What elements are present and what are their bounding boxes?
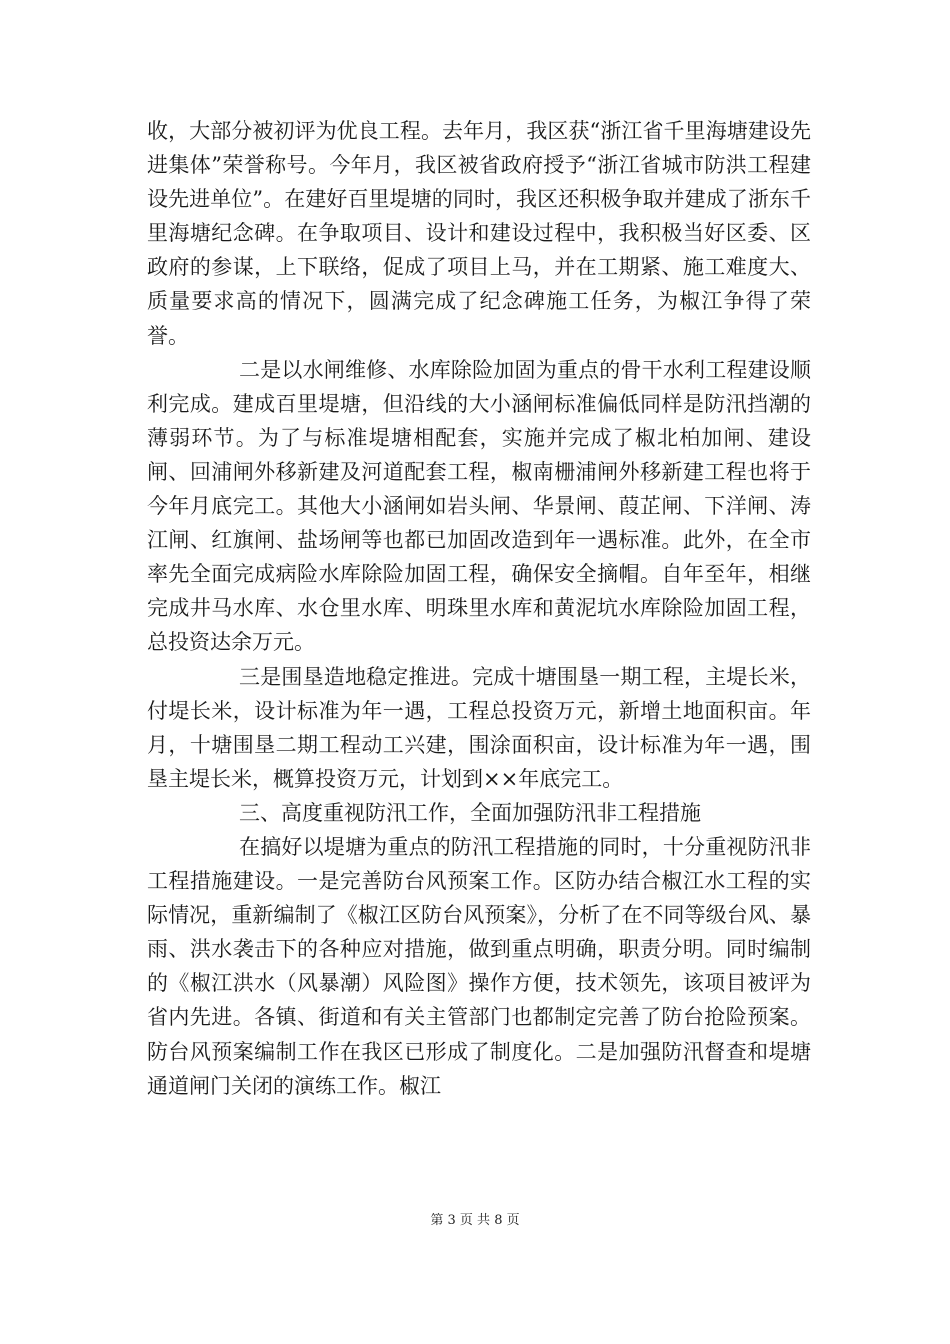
section-heading-flood-control: 三、高度重视防汛工作，全面加强防汛非工程措施 xyxy=(239,800,701,825)
paragraph-sluice-reservoir: 二是以水闸维修、水库除险加固为重点的骨干水利工程建设顺利完成。建成百里堤塘，但沿线的大小涵闸标准偏低同样是防汛挡潮的薄弱环节。为了与标准堤塘相配套，实施并完成了椒北柏加闸、建设闸、回浦闸外移新建及河道配套工程，椒南栅浦闸外移新建工程也将于今年月底完工。其他大小涵闸如岩头闸、华景闸、葭芷闸、下洋闸、涛江闸、红旗闸、盐场闸等也都已加固改造到年一遇标准。此外，在全市率先全面完成病险水库除险加固工程，确保安全摘帽。自年至年，相继完成井马水库、水仓里水库、明珠里水库和黄泥坑水库除险加固工程，总投资达余万元。 xyxy=(147,357,811,655)
document-body xyxy=(147,114,811,1103)
paragraph-reclamation: 三是围垦造地稳定推进。完成十塘围垦一期工程，主堤长米，付堤长米，设计标准为年一遇，工程总投资万元，新增土地面积亩。年月，十塘围垦二期工程动工兴建，围涂面积亩，设计标准为年一遇，围垦主堤长米，概算投资万元，计划到××年底完工。 xyxy=(147,664,811,791)
page-number-footer: 第 3 页 共 8 页 xyxy=(430,1213,520,1228)
paragraph-continuation: 收，大部分被初评为优良工程。去年月，我区获“浙江省千里海塘建设先进集体”荣誉称号。今年月，我区被省政府授予“浙江省城市防洪工程建设先进单位”。在建好百里堤塘的同时，我区还积极争取并建成了浙东千里海塘纪念碑。在争取项目、设计和建设过程中，我积极当好区委、区政府的参谋，上下联络，促成了项目上马，并在工期紧、施工难度大、质量要求高的情况下，圆满完成了纪念碑施工任务，为椒江争得了荣誉。 xyxy=(147,119,811,348)
paragraph-non-engineering-measures: 在搞好以堤塘为重点的防汛工程措施的同时，十分重视防汛非工程措施建设。一是完善防台风预案工作。区防办结合椒江水工程的实际情况，重新编制了《椒江区防台风预案》，分析了在不同等级台风、暴雨、洪水袭击下的各种应对措施，做到重点明确，职责分明。同时编制的《椒江洪水（风暴潮）风险图》操作方便，技术领先，该项目被评为省内先进。各镇、街道和有关主管部门也都制定完善了防台抢险预案。防台风预案编制工作在我区已形成了制度化。二是加强防汛督查和堤塘通道闸门关闭的演练工作。椒江 xyxy=(147,834,811,1098)
